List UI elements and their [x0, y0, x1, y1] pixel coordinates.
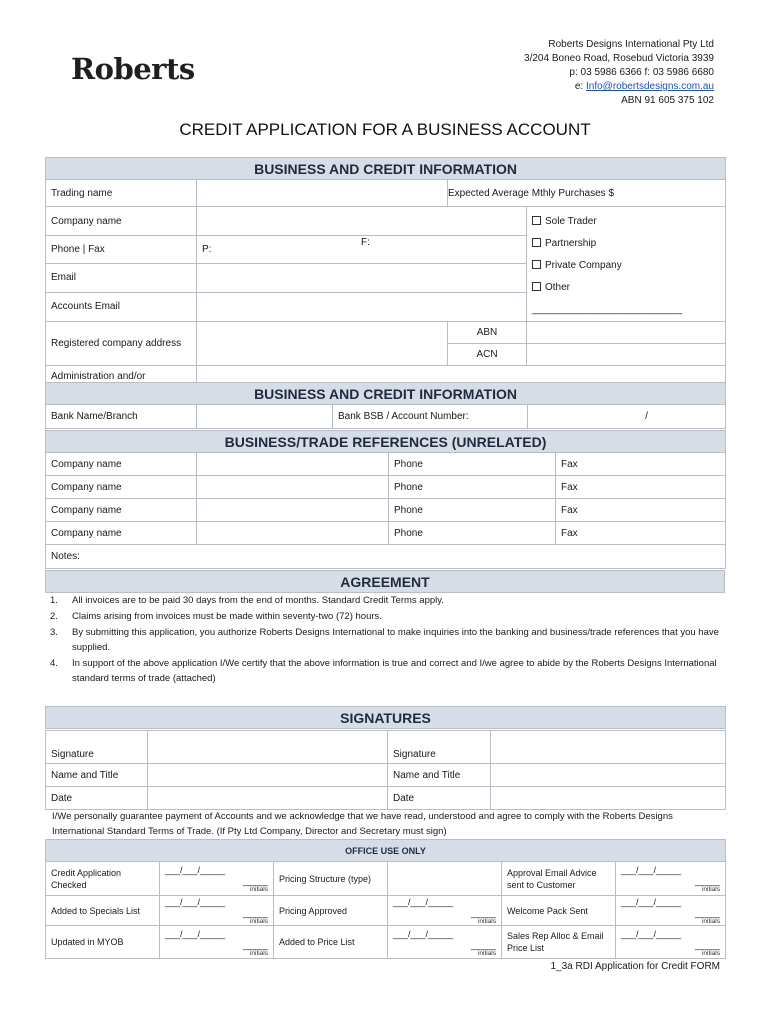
date-blank: ___/___/_____	[165, 928, 226, 939]
initials-blank: _____	[694, 908, 720, 918]
partnership-label: Partnership	[545, 238, 597, 249]
date-field-2[interactable]	[491, 787, 726, 810]
bank-info-heading: BUSINESS AND CREDIT INFORMATION	[46, 383, 726, 405]
bsb-separator: /	[645, 411, 648, 422]
office-date-initials-field[interactable]	[388, 896, 502, 926]
ref-phone-field[interactable]	[389, 522, 556, 545]
private-company-option[interactable]	[532, 255, 720, 277]
office-label: Credit Application Checked	[46, 862, 160, 896]
signatures-table	[45, 706, 726, 810]
page-title: CREDIT APPLICATION FOR A BUSINESS ACCOUNT	[179, 120, 591, 139]
agreement-num: 4.	[50, 658, 58, 669]
office-date-initials-field[interactable]	[616, 896, 726, 926]
ref-company-field[interactable]	[197, 476, 389, 499]
checkbox-icon[interactable]	[532, 282, 541, 291]
signatures-heading: SIGNATURES	[46, 707, 726, 729]
accounts-email-field[interactable]	[197, 292, 527, 321]
signature-label-1: Signature	[46, 731, 148, 764]
name-title-field-1[interactable]	[148, 764, 388, 787]
business-info-table	[45, 157, 726, 403]
initials-label: initials	[249, 949, 268, 957]
initials-blank: _____	[470, 908, 496, 918]
ref-phone-field[interactable]	[389, 453, 556, 476]
fax-f-label: F:	[361, 237, 370, 248]
bank-name-label: Bank Name/Branch	[46, 405, 197, 429]
office-date-initials-field[interactable]	[616, 862, 726, 896]
other-option[interactable]	[532, 277, 720, 321]
guarantee-statement: I/We personally guarantee payment of Accounts and we acknowledge that we have read, understood and agree to comply with the Roberts Designs International Standard Terms of Trade. (If Pty Ltd Company, Director and Secretary must sign)	[52, 811, 673, 837]
office-date-initials-field[interactable]	[388, 926, 502, 959]
name-title-label-1: Name and Title	[46, 764, 148, 787]
trading-name-field[interactable]	[197, 180, 448, 207]
name-title-field-2[interactable]	[491, 764, 726, 787]
list-item	[50, 656, 730, 686]
office-label: Welcome Pack Sent	[502, 896, 616, 926]
ref-company-field[interactable]	[197, 453, 389, 476]
bank-info-table	[45, 382, 726, 429]
references-table	[45, 430, 726, 569]
ref-phone-label: Phone	[394, 458, 423, 470]
office-date-initials-field[interactable]	[616, 926, 726, 959]
company-logo: Roberts	[71, 52, 195, 86]
office-date-initials-field[interactable]	[160, 862, 274, 896]
company-contact-block	[524, 38, 714, 108]
company-name: Roberts Designs International Pty Ltd	[548, 39, 714, 50]
email-label: Email	[46, 263, 197, 292]
abn-field[interactable]	[527, 322, 726, 344]
ref-phone-label: Phone	[394, 527, 423, 539]
initials-label: initials	[477, 949, 496, 957]
office-label: Pricing Approved	[274, 896, 388, 926]
office-initials-field[interactable]	[388, 862, 502, 896]
company-email-line	[524, 80, 714, 94]
date-blank: ___/___/_____	[165, 897, 226, 907]
signature-field-2[interactable]	[491, 731, 726, 764]
email-field[interactable]	[197, 263, 527, 292]
company-address: 3/204 Boneo Road, Rosebud Victoria 3939	[524, 53, 714, 64]
phone-field[interactable]	[197, 236, 448, 264]
expected-purchases-label: Expected Average Mthly Purchases $	[448, 187, 615, 199]
table-row	[46, 476, 726, 499]
acn-field[interactable]	[527, 344, 726, 366]
ref-company-label: Company name	[46, 499, 197, 522]
ref-phone-label: Phone	[394, 481, 423, 493]
ref-fax-label: Fax	[561, 504, 578, 516]
references-heading: BUSINESS/TRADE REFERENCES (UNRELATED)	[46, 431, 726, 453]
ref-fax-field[interactable]	[556, 453, 726, 476]
agreement-heading: AGREEMENT	[46, 571, 725, 593]
ref-fax-field[interactable]	[556, 499, 726, 522]
bsb-account-field[interactable]	[528, 405, 726, 429]
office-label: Pricing Structure (type)	[274, 862, 388, 896]
date-field-1[interactable]	[148, 787, 388, 810]
agreement-list	[50, 593, 730, 687]
date-blank: ___/___/_____	[621, 897, 682, 907]
business-info-heading: BUSINESS AND CREDIT INFORMATION	[46, 158, 726, 180]
ref-company-field[interactable]	[197, 522, 389, 545]
phone-fax-label: Phone | Fax	[46, 236, 197, 264]
ref-phone-field[interactable]	[389, 476, 556, 499]
date-blank: ___/___/_____	[393, 928, 454, 939]
company-phone-fax: p: 03 5986 6366 f: 03 5986 6680	[569, 67, 714, 78]
registered-address-field[interactable]	[197, 322, 448, 366]
date-blank: ___/___/_____	[621, 928, 682, 939]
office-label: Updated in MYOB	[46, 926, 160, 959]
registered-address-label: Registered company address	[46, 322, 197, 366]
ref-phone-field[interactable]	[389, 499, 556, 522]
list-item	[50, 593, 730, 608]
initials-blank: _____	[242, 939, 268, 950]
admin-address-line1: Administration and/or	[51, 371, 146, 382]
email-prefix: e:	[574, 81, 586, 92]
partnership-option[interactable]	[532, 233, 720, 255]
private-company-label: Private Company	[545, 260, 622, 271]
fax-field[interactable]	[448, 236, 527, 264]
agreement-text: By submitting this application, you authorize Roberts Designs International to make inquiries into the banking and business/trade references that you have supplied.	[72, 627, 719, 653]
expected-purchases-field[interactable]	[448, 180, 726, 207]
date-blank: ___/___/_____	[621, 865, 682, 875]
agreement-num: 2.	[50, 611, 58, 622]
phone-p-label: P:	[202, 243, 212, 255]
office-label: Added to Specials List	[46, 896, 160, 926]
company-name-field[interactable]	[197, 207, 527, 236]
notes-label: Notes:	[51, 551, 80, 562]
initials-label: initials	[477, 918, 496, 925]
ref-fax-field[interactable]	[556, 476, 726, 499]
office-label: Added to Price List	[274, 926, 388, 959]
office-label: Approval Email Advice sent to Customer	[502, 862, 616, 896]
list-item	[50, 625, 730, 655]
checkbox-icon[interactable]	[532, 260, 541, 269]
trading-name-label: Trading name	[46, 180, 197, 207]
initials-label: initials	[701, 949, 720, 957]
ref-company-label: Company name	[46, 453, 197, 476]
signature-label-2: Signature	[388, 731, 491, 764]
office-label: Sales Rep Alloc & Email Price List	[502, 926, 616, 959]
company-email-link[interactable]: Info@robertsdesigns.com.au	[586, 81, 714, 92]
sole-trader-label: Sole Trader	[545, 216, 597, 227]
name-title-label-2: Name and Title	[388, 764, 491, 787]
agreement-heading-table	[45, 570, 725, 593]
signature-field-1[interactable]	[148, 731, 388, 764]
initials-label: initials	[249, 918, 268, 925]
initials-label: initials	[701, 918, 720, 925]
office-date-initials-field[interactable]	[160, 926, 274, 959]
ref-fax-label: Fax	[561, 481, 578, 493]
date-blank: ___/___/_____	[165, 865, 226, 875]
ref-fax-field[interactable]	[556, 522, 726, 545]
abn-label: ABN	[448, 322, 527, 344]
list-item	[50, 609, 730, 624]
table-row	[46, 499, 726, 522]
ref-company-label: Company name	[46, 522, 197, 545]
table-row	[46, 522, 726, 545]
accounts-email-label: Accounts Email	[46, 292, 197, 321]
company-name-label: Company name	[46, 207, 197, 236]
date-label-1: Date	[46, 787, 148, 810]
ref-company-field[interactable]	[197, 499, 389, 522]
ref-phone-label: Phone	[394, 504, 423, 516]
agreement-text: Claims arising from invoices must be made within seventy-two (72) hours.	[72, 611, 382, 622]
initials-label: initials	[249, 886, 268, 893]
office-use-table	[45, 839, 726, 959]
initials-label: initials	[701, 886, 720, 893]
office-use-heading: OFFICE USE ONLY	[46, 840, 726, 862]
company-abn: ABN 91 605 375 102	[621, 95, 714, 106]
entity-type-group	[527, 207, 726, 322]
initials-blank: _____	[694, 876, 720, 886]
date-label-2: Date	[388, 787, 491, 810]
initials-blank: _____	[694, 939, 720, 950]
bsb-label: Bank BSB / Account Number:	[333, 405, 528, 429]
agreement-text: All invoices are to be paid 30 days from the end of months. Standard Credit Terms apply.	[72, 595, 444, 606]
other-label: Other ___________________________	[532, 282, 683, 315]
checkbox-icon[interactable]	[532, 216, 541, 225]
table-row	[46, 453, 726, 476]
notes-field[interactable]	[46, 545, 726, 569]
initials-blank: _____	[242, 876, 268, 886]
ref-company-label: Company name	[46, 476, 197, 499]
checkbox-icon[interactable]	[532, 238, 541, 247]
office-date-initials-field[interactable]	[160, 896, 274, 926]
agreement-num: 3.	[50, 627, 58, 638]
ref-fax-label: Fax	[561, 458, 578, 470]
sole-trader-option[interactable]	[532, 211, 720, 233]
agreement-text: In support of the above application I/We certify that the above information is true and correct and I/we agree to abide by the Roberts Designs International standard terms of trade (attached)	[72, 658, 717, 684]
bank-name-field[interactable]	[197, 405, 333, 429]
agreement-num: 1.	[50, 595, 58, 606]
acn-label: ACN	[448, 344, 527, 366]
date-blank: ___/___/_____	[393, 897, 454, 907]
initials-blank: _____	[242, 908, 268, 918]
ref-fax-label: Fax	[561, 527, 578, 539]
form-footer: 1_3a RDI Application for Credit FORM	[550, 961, 720, 972]
initials-blank: _____	[470, 939, 496, 950]
